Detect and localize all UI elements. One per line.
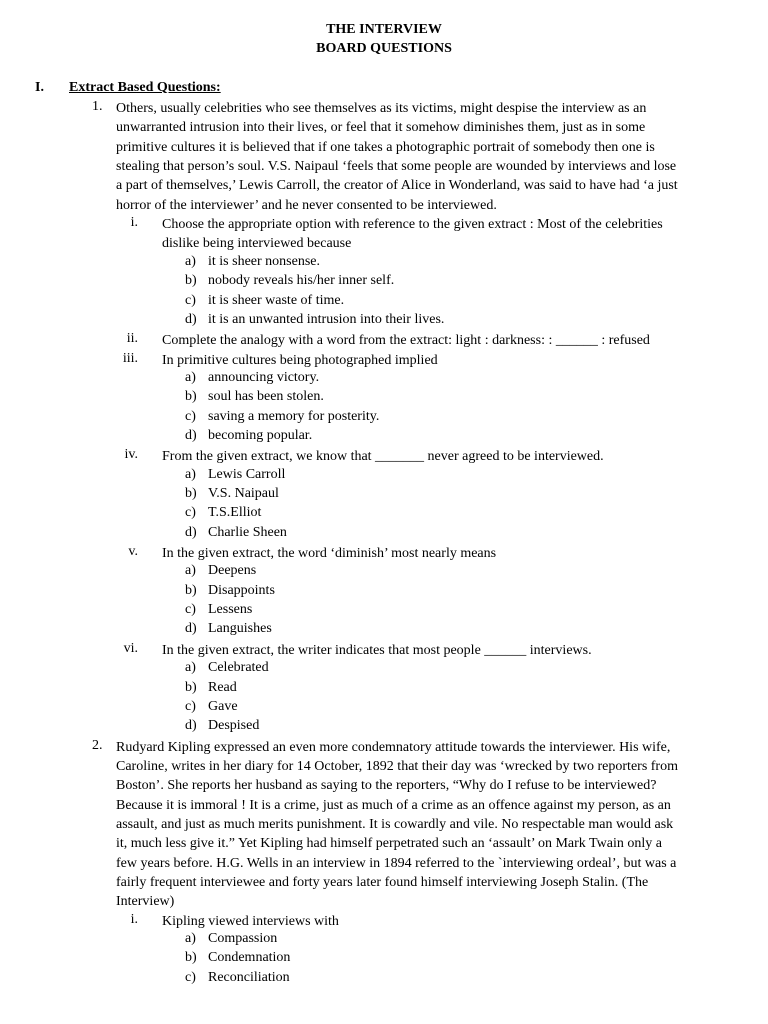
option-letter: c)	[185, 292, 196, 308]
option-letter: a)	[185, 369, 196, 385]
question-text: In the given extract, the writer indicates that most people ______ interviews.	[162, 642, 592, 658]
option-letter: c)	[185, 408, 196, 424]
option-text: Lessens	[208, 602, 253, 618]
extract-2-line: fairly frequent interviewee and forty years later found himself interviewing Joseph Stalin. (The	[116, 875, 649, 890]
option-text: Read	[208, 679, 237, 695]
question-text: Kipling viewed interviews with	[162, 913, 339, 929]
extract-2-line: it, much less give it.” Yet Kipling had himself perpetrated such an ‘assault’ on Mark Twain only a	[116, 836, 662, 852]
extract-2-line: assault, and just as much merits punishment. It is cowardly and vile. No respectable man would ask	[116, 816, 674, 832]
option-text: Compassion	[208, 931, 278, 947]
option-letter: a)	[185, 931, 196, 947]
option-letter: b)	[185, 950, 197, 966]
question-number: i.	[130, 215, 138, 231]
section-number: I.	[35, 80, 44, 95]
option-text: Languishes	[208, 621, 272, 637]
option-letter: d)	[185, 524, 197, 540]
extract-2-line: few years before. H.G. Wells in an interview in 1894 referred to the `interviewing ordeal’, but was a	[116, 855, 677, 871]
option-text: T.S.Elliot	[208, 505, 262, 521]
option-text: announcing victory.	[208, 369, 320, 385]
option-letter: a)	[185, 660, 196, 676]
option-text: Gave	[208, 698, 238, 714]
extract-1-line: stealing that person’s soul. V.S. Naipaul ‘feels that some people are wounded by interviews and lose	[116, 159, 677, 175]
question-number: iv.	[124, 447, 138, 463]
option-text: Celebrated	[208, 660, 269, 676]
option-text: Reconciliation	[208, 969, 290, 985]
option-letter: b)	[185, 582, 197, 598]
option-letter: b)	[185, 486, 197, 501]
option-letter: b)	[185, 273, 197, 289]
option-text: Condemnation	[208, 950, 291, 966]
question-text: Choose the appropriate option with reference to the given extract : Most of the celebrities	[162, 217, 663, 233]
option-letter: a)	[185, 563, 196, 579]
option-letter: d)	[185, 427, 197, 443]
extract-2-line: Boston’. She reports her husband as saying to the reporters, “Why do I refuse to be interviewed?	[116, 778, 657, 794]
question-number: i.	[130, 911, 138, 927]
question-text: In primitive cultures being photographed implied	[162, 352, 438, 368]
question-text: Complete the analogy with a word from the extract: light : darkness: : ______ : refused	[162, 333, 650, 349]
option-text: Despised	[208, 718, 260, 734]
question-text: From the given extract, we know that _______ never agreed to be interviewed.	[162, 449, 604, 465]
option-letter: d)	[185, 718, 197, 734]
option-letter: b)	[185, 679, 197, 695]
option-letter: c)	[185, 698, 196, 714]
option-text: it is sheer nonsense.	[208, 253, 320, 269]
option-text: V.S. Naipaul	[208, 486, 279, 501]
question-number: ii.	[126, 331, 138, 347]
option-text: Disappoints	[208, 582, 275, 598]
extract-2-line: Caroline, writes in her diary for 14 October, 1892 that their day was ‘wrecked by two reporters from	[116, 758, 678, 774]
question-text: In the given extract, the word ‘diminish’ most nearly means	[162, 546, 497, 562]
extract-1-number: 1.	[92, 99, 103, 114]
question-number: v.	[128, 544, 138, 560]
extract-1-line: horror of the interviewer’ and he never consented to be interviewed.	[116, 197, 497, 213]
option-letter: a)	[185, 466, 196, 482]
extract-1-line: Others, usually celebrities who see themselves as its victims, might despise the interview as an	[116, 101, 647, 116]
extract-2-line: Rudyard Kipling expressed an even more condemnatory attitude towards the interviewer. His wife,	[116, 739, 671, 755]
document-subtitle: BOARD QUESTIONS	[316, 41, 452, 56]
option-letter: c)	[185, 969, 196, 985]
question-text: dislike being interviewed because	[162, 236, 352, 252]
extract-2-number: 2.	[92, 737, 103, 753]
document-title: THE INTERVIEW	[326, 22, 442, 37]
option-letter: b)	[185, 389, 197, 405]
extract-2-line: Interview)	[116, 894, 175, 910]
option-text: it is an unwanted intrusion into their lives.	[208, 311, 445, 327]
question-number: vi.	[123, 640, 138, 656]
extract-1-line: unwarranted intrusion into their lives, or feel that it somehow diminishes them, just as in some	[116, 120, 646, 136]
option-letter: d)	[185, 311, 197, 327]
extract-2-line: Because it is immoral ! It is a crime, just as much of a crime as an offence against my person, as an	[116, 797, 671, 813]
option-text: nobody reveals his/her inner self.	[208, 273, 395, 289]
extract-1-line: a part of themselves,’ Lewis Carroll, the creator of Alice in Wonderland, was said to have had ‘a just	[116, 178, 678, 194]
option-letter: a)	[185, 253, 196, 269]
option-text: Deepens	[208, 563, 257, 579]
question-number: iii.	[122, 350, 138, 366]
option-letter: c)	[185, 602, 196, 618]
option-text: Charlie Sheen	[208, 524, 287, 540]
option-text: becoming popular.	[208, 427, 313, 443]
extract-1-line: primitive cultures it is believed that if one takes a photographic portrait of somebody then one is	[116, 139, 655, 155]
option-letter: d)	[185, 621, 197, 637]
option-letter: c)	[185, 505, 196, 521]
option-text: soul has been stolen.	[208, 389, 324, 405]
option-text: saving a memory for posterity.	[208, 408, 380, 424]
section-title: Extract Based Questions:	[69, 80, 221, 95]
option-text: Lewis Carroll	[208, 466, 286, 482]
option-text: it is sheer waste of time.	[208, 292, 345, 308]
